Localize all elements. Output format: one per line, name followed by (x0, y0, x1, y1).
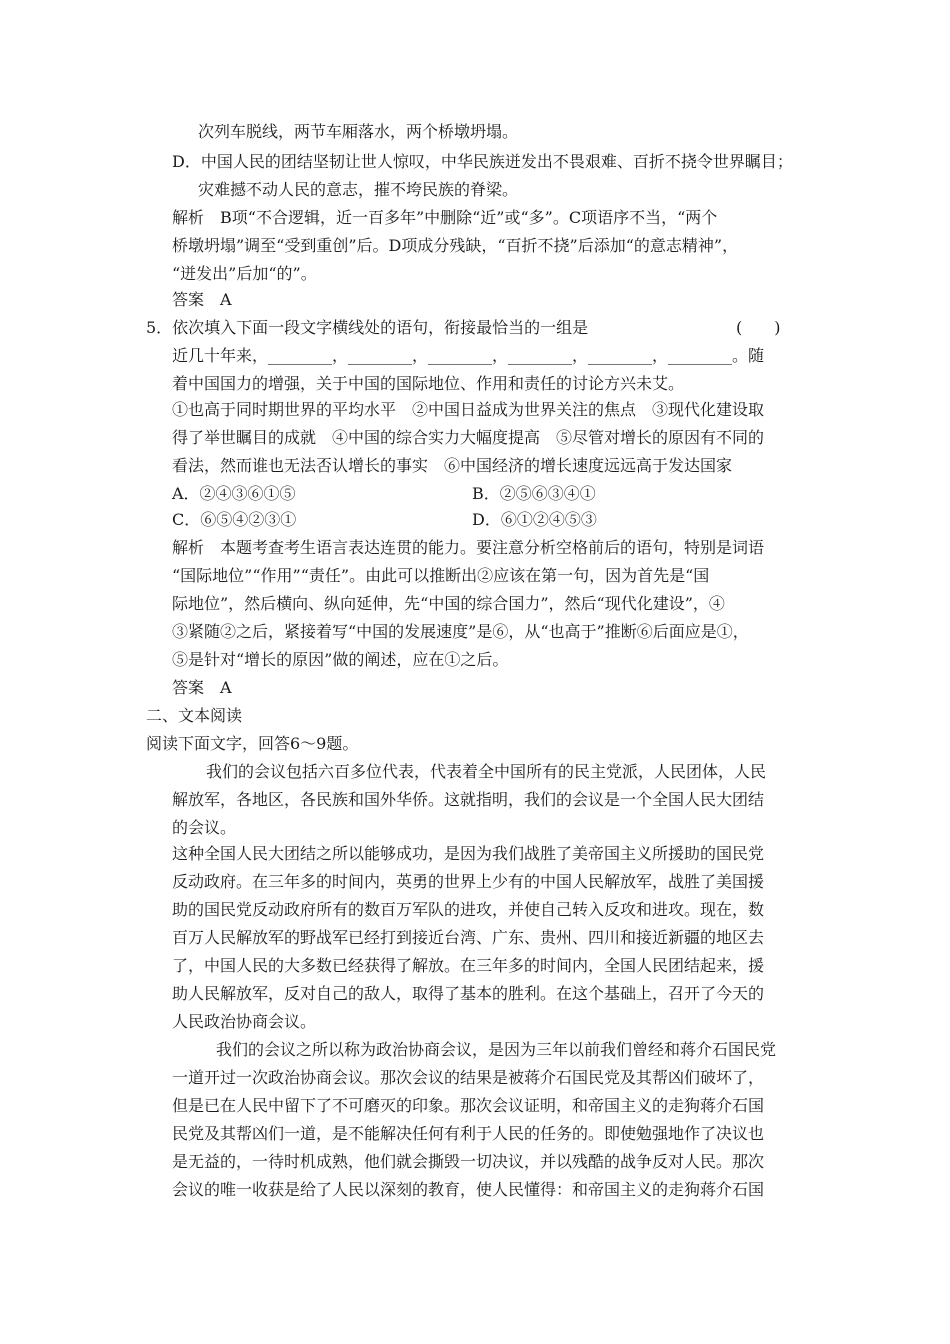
passage-line: 一道开过一次政治协商会议。那次会议的结果是被蒋介石国民党及其帮凶们破坏了， (172, 1068, 765, 1087)
q4-answer: 答案 A (172, 290, 232, 309)
q5-option-b: B．②⑤⑥③④① (472, 484, 596, 503)
passage-line: 人民政治协商会议。 (172, 1012, 317, 1031)
q4-option-d-continuation: 灾难撼不动人民的意志，摧不垮民族的脊梁。 (198, 180, 519, 199)
passage-line: 这种全国人民大团结之所以能够成功，是因为我们战胜了美帝国主义所援助的国民党 (172, 844, 765, 863)
q4-analysis-line: 解析 B项“不合逻辑，近一百多年”中删除“近”或“多”。C项语序不当，“两个 (172, 208, 718, 227)
passage-line: 百万人民解放军的野战军已经打到接近台湾、广东、贵州、四川和接近新疆的地区去 (172, 928, 765, 947)
q5-analysis-line: 际地位”，然后横向、纵向延伸，先“中国的综合国力”，然后“现代化建设”，④ (172, 594, 725, 613)
q5-item-line: 得了举世瞩目的成就 ④中国的综合实力大幅度提高 ⑤尽管对增长的原因有不同的 (172, 428, 765, 447)
q5-passage-line: 近几十年来，________，________，________，________，________，________。随 (172, 346, 765, 365)
q4-analysis-line: 桥墩坍塌”调至“受到重创”后。D项成分残缺，“百折不挠”后添加“的意志精神”， (172, 236, 739, 255)
passage-line: 的会议。 (172, 818, 237, 837)
q5-stem: 5．依次填入下面一段文字横线处的语句，衔接最恰当的一组是 (146, 318, 589, 337)
q5-item-line: 看法，然而谁也无法否认增长的事实 ⑥中国经济的增长速度远远高于发达国家 (172, 456, 733, 475)
q4-analysis-line: “迸发出”后加“的”。 (172, 264, 317, 283)
passage-line: 助人民解放军，反对自己的敌人，取得了基本的胜利。在这个基础上，召开了今天的 (172, 984, 765, 1003)
q5-option-c: C．⑥⑤④②③① (172, 510, 297, 529)
passage-line: 民党及其帮凶们一道，是不能解决任何有利于人民的任务的。即使勉强地作了决议也 (172, 1124, 765, 1143)
passage-line: 是无益的，一待时机成熟，他们就会撕毁一切决议，并以残酷的战争反对人民。那次 (172, 1152, 765, 1171)
q5-passage-line: 着中国国力的增强，关于中国的国际地位、作用和责任的讨论方兴未艾。 (172, 374, 685, 393)
passage-line: 我们的会议包括六百多位代表，代表着全中国所有的民主党派，人民团体，人民 (206, 762, 767, 781)
q4-option-d: D．中国人民的团结坚韧让世人惊叹，中华民族迸发出不畏艰难、百折不挠令世界瞩目； (172, 152, 793, 171)
passage-line: 会议的唯一收获是给了人民以深刻的教育，使人民懂得：和帝国主义的走狗蒋介石国 (172, 1180, 765, 1199)
q5-analysis-line: 解析 本题考查考生语言表达连贯的能力。要注意分析空格前后的语句，特别是词语 (172, 538, 765, 557)
q5-answer-bracket: ( ) (736, 318, 781, 337)
q5-analysis-line: ③紧随②之后，紧接着写“中国的发展速度”是⑥，从“也高于”推断⑥后面应是①， (172, 622, 749, 641)
q5-answer: 答案 A (172, 678, 232, 697)
passage-line: 助的国民党反动政府所有的数百万军队的进攻，并使自己转入反攻和进攻。现在，数 (172, 900, 765, 919)
q5-item-line: ①也高于同时期世界的平均水平 ②中国日益成为世界关注的焦点 ③现代化建设取 (172, 400, 765, 419)
passage-line: 反动政府。在三年多的时间内，英勇的世界上少有的中国人民解放军，战胜了美国援 (172, 872, 765, 891)
passage-line: 但是已在人民中留下了不可磨灭的印象。那次会议证明，和帝国主义的走狗蒋介石国 (172, 1096, 765, 1115)
q5-analysis-line: “国际地位”“作用”“责任”。由此可以推断出②应该在第一句，因为首先是“国 (172, 566, 710, 585)
q4-option-c-continuation: 次列车脱线，两节车厢落水，两个桥墩坍塌。 (198, 122, 519, 141)
passage-line: 了，中国人民的大多数已经获得了解放。在三年多的时间内，全国人民团结起来，援 (172, 956, 765, 975)
section-heading: 二、文本阅读 (146, 706, 243, 725)
passage-line: 我们的会议之所以称为政治协商会议，是因为三年以前我们曾经和蒋介石国民党 (216, 1040, 777, 1059)
q5-option-a: A．②④③⑥①⑤ (172, 484, 296, 503)
q5-analysis-line: ⑤是针对“增长的原因”做的阐述，应在①之后。 (172, 650, 509, 669)
reading-instruction: 阅读下面文字，回答6～9题。 (146, 734, 359, 753)
passage-line: 解放军，各地区，各民族和国外华侨。这就指明，我们的会议是一个全国人民大团结 (172, 790, 765, 809)
q5-option-d: D．⑥①②④⑤③ (472, 510, 597, 529)
